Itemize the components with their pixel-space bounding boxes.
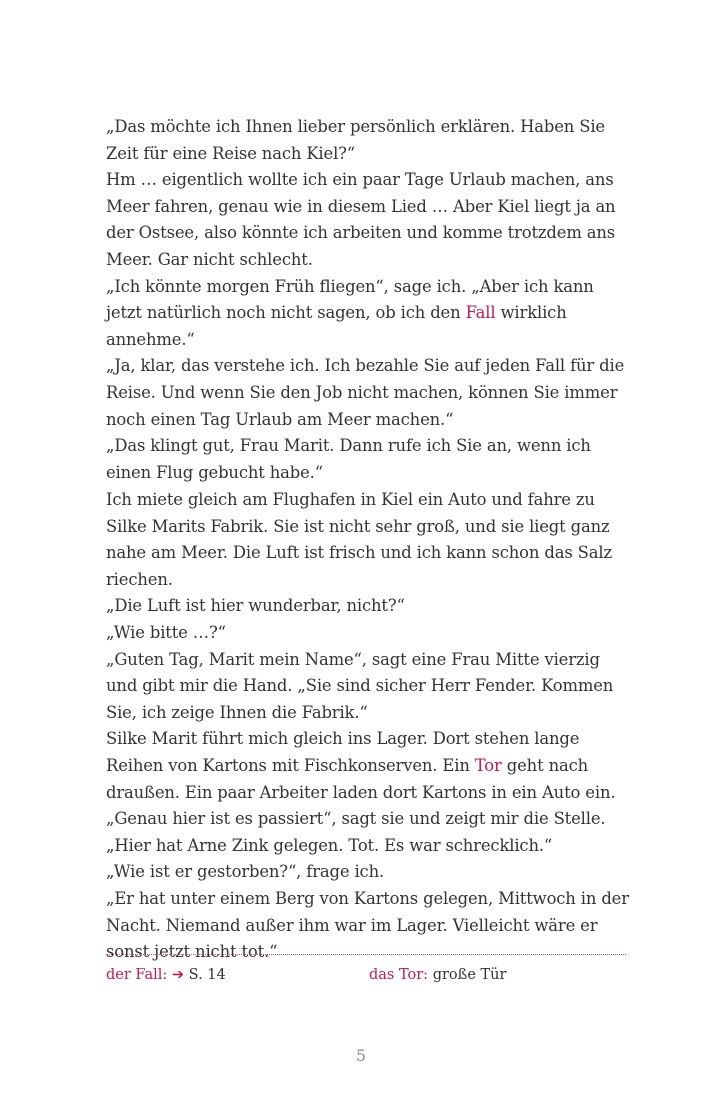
paragraph: „Genau hier ist es passiert“, sagt sie und zeigt mir die Stelle. <box>106 809 606 829</box>
glossary-term-fall: Fall <box>465 303 496 323</box>
paragraph: „Hier hat Arne Zink gelegen. Tot. Es war schrecklich.“ <box>106 835 553 855</box>
footnote-tor <box>369 964 506 986</box>
text-block-2 <box>106 487 630 966</box>
paragraph: „Das möchte ich Ihnen lieber persönlich erklären. Haben Sie Zeit für eine Reise nach Kiel?“ <box>106 117 605 163</box>
paragraph-text: Silke Marit führt mich gleich ins Lager. Dort stehen lange Reihen von Kartons mit Fischkonserven. Ein <box>106 729 580 775</box>
paragraph-text: geht nach draußen. Ein paar Arbeiter laden dort Kartons in ein Auto ein. <box>106 755 616 802</box>
paragraph: Ich miete gleich am Flughafen in Kiel ein Auto und fahre zu Silke Marits Fabrik. Sie ist nicht sehr groß, und sie liegt ganz nahe am Meer. Die Luft ist frisch und ich kann schon das Salz riechen. <box>106 490 612 589</box>
arrow-right-icon: ➔ <box>171 967 185 983</box>
paragraph-text: „Ich könnte morgen Früh fliegen“, sage ich. „Aber ich kann jetzt natürlich noch nicht sagen, ob ich den <box>106 276 594 323</box>
paragraph: „Wie bitte …?“ <box>106 622 226 642</box>
paragraph: „Er hat unter einem Berg von Kartons gelegen, Mittwoch in der Nacht. Niemand außer ihm war im Lager. Vielleicht wäre er sonst jetzt nicht tot.“ <box>106 888 629 962</box>
text-block-1 <box>106 114 630 486</box>
paragraph: „Das klingt gut, Frau Marit. Dann rufe ich Sie an, wenn ich einen Flug gebucht habe.“ <box>106 436 591 482</box>
paragraph: „Guten Tag, Marit mein Name“, sagt eine Frau Mitte vierzig und gibt mir die Hand. „Sie sind sicher Herr Fender. Kommen Sie, ich zeige Ihnen die Fabrik.“ <box>106 649 614 722</box>
glossary-term-tor: Tor <box>474 755 502 775</box>
paragraph-text: wirklich annehme.“ <box>106 303 567 349</box>
paragraph: „Die Luft ist hier wunderbar, nicht?“ <box>106 596 405 616</box>
paragraph: „Ja, klar, das verstehe ich. Ich bezahle Sie auf jeden Fall für die Reise. Und wenn Sie den Job nicht machen, können Sie immer noch einen Tag Urlaub am Meer machen.“ <box>106 356 625 429</box>
paragraph <box>106 274 630 354</box>
footnote-divider <box>106 954 626 955</box>
footnote-fall <box>106 964 226 986</box>
paragraph <box>106 726 630 806</box>
paragraph: Hm … eigentlich wollte ich ein paar Tage Urlaub machen, ans Meer fahren, genau wie in diesem Lied … Aber Kiel liegt ja an der Ostsee, also könnte ich arbeiten und komme trotzdem ans Meer. Gar nicht schlecht. <box>106 170 616 269</box>
footnote-definition: S. 14 <box>188 967 226 983</box>
paragraph: „Wie ist er gestorben?“, frage ich. <box>106 862 385 882</box>
footnote-definition: große Tür <box>432 967 507 983</box>
page-number: 5 <box>355 1046 367 1065</box>
footnote-term: der Fall: <box>106 967 168 983</box>
footnote-term: das Tor: <box>369 967 429 983</box>
